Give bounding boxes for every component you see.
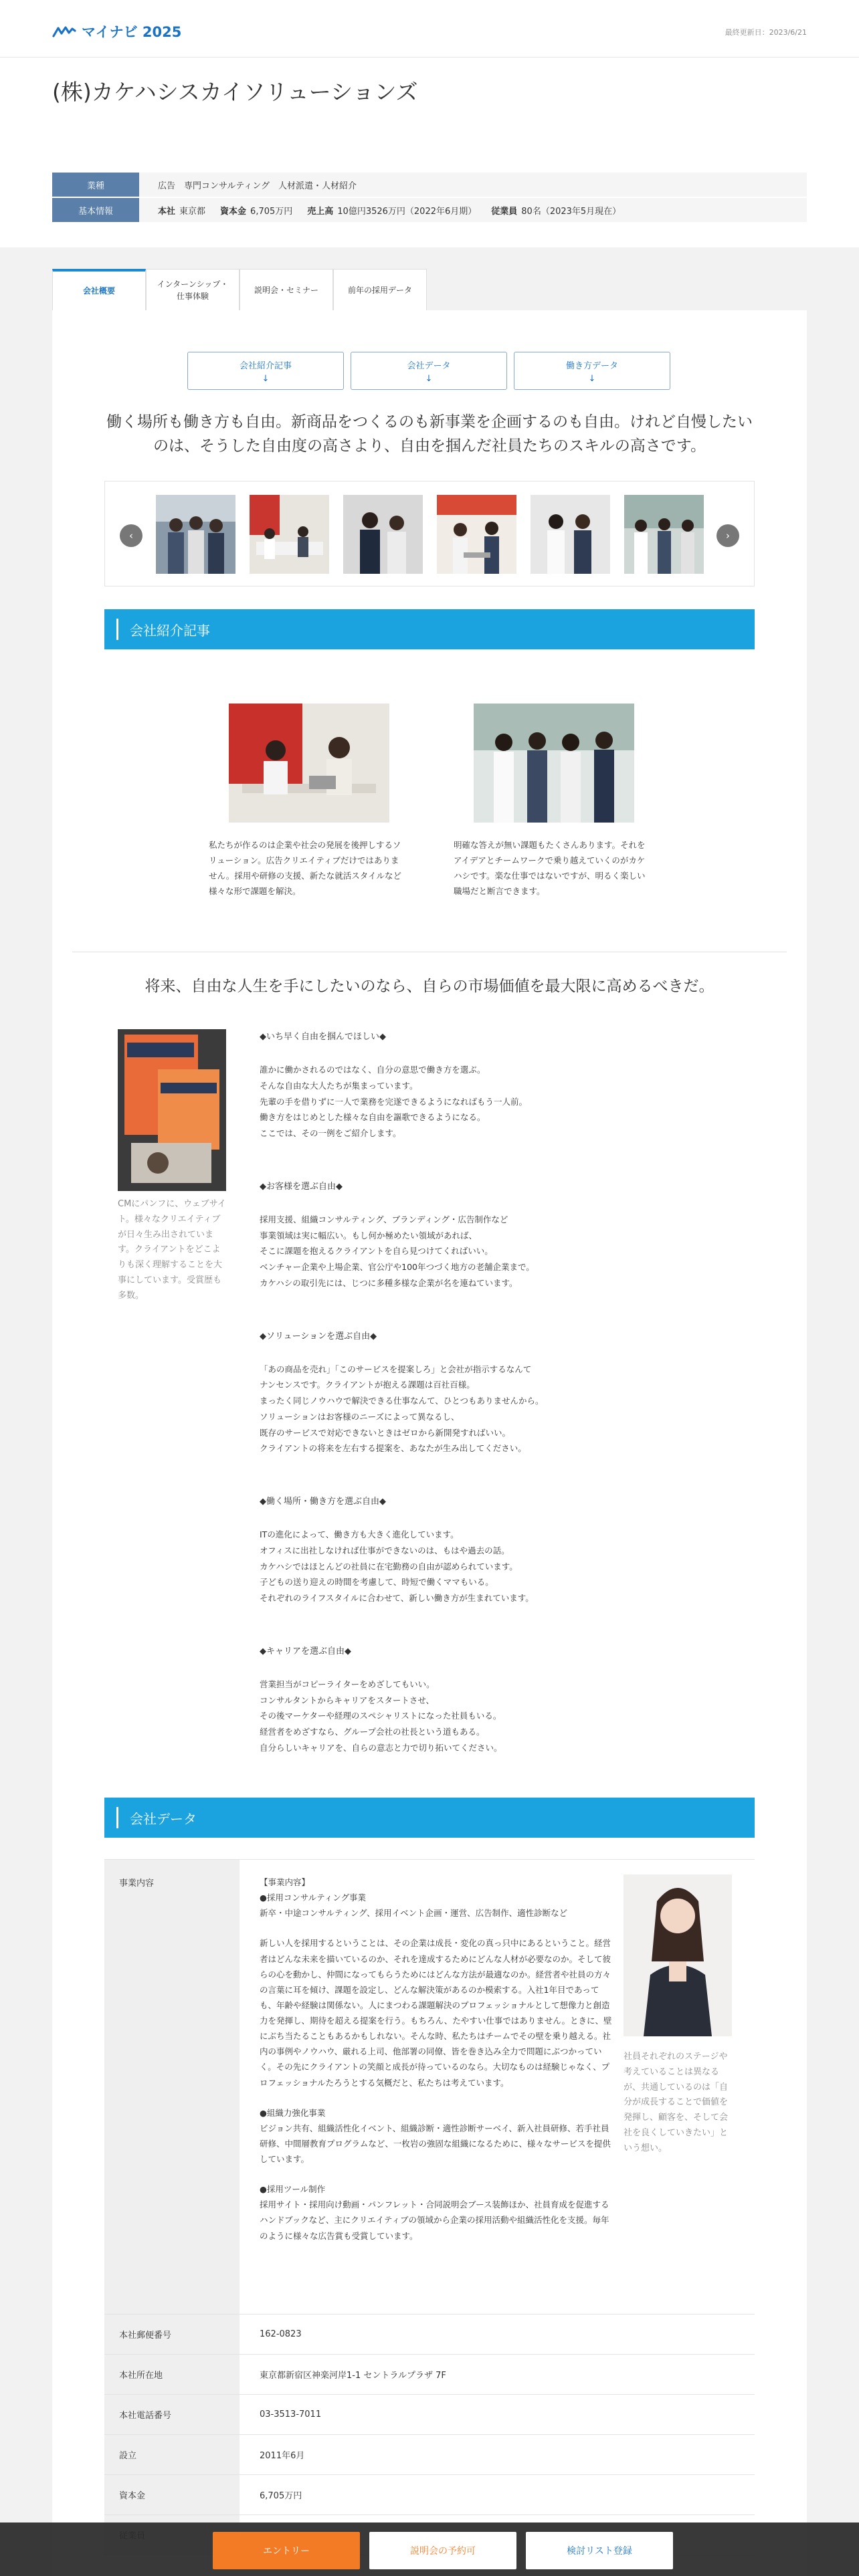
last-updated: 最終更新日：2023/6/21 <box>725 28 807 37</box>
sales-info <box>307 204 476 217</box>
mynavi-logo[interactable] <box>52 21 181 41</box>
business-description <box>260 1874 614 2244</box>
business-line: 新卒・中途コンサルティング、採用イベント企画・運営、広告制作、適性診断など <box>260 1908 568 1919</box>
address-label: 本社所在地 <box>104 2355 240 2394</box>
arrow-down-icon: ↓ <box>262 373 270 384</box>
essay-line: 既存のサービスで対応できないときはゼロから新開発すればいい。 <box>260 1427 511 1438</box>
anchor-company-data-label: 会社データ <box>407 360 451 371</box>
company-data-table <box>104 1859 755 2555</box>
essay-paragraph <box>260 1212 634 1291</box>
essay-line: 事業領域は実に幅広い。もし何か極めたい領域があれば、 <box>260 1230 478 1241</box>
essay-line: それぞれのライフスタイルに合わせて、新しい働き方が生まれています。 <box>260 1593 534 1603</box>
main-content <box>52 310 807 2576</box>
essay-line: ここでは、その一例をご紹介します。 <box>260 1128 401 1138</box>
anchor-workstyle-button[interactable] <box>514 352 670 390</box>
essay-line: コンサルタントからキャリアをスタートさせ、 <box>260 1695 435 1705</box>
photo-carousel <box>104 481 755 586</box>
employees-label: 従業員 <box>491 206 518 217</box>
article-card[interactable] <box>454 704 652 899</box>
essay-line: ITの進化によって、働き方も大きく進化しています。 <box>260 1529 459 1539</box>
business-photo <box>624 1874 732 2036</box>
business-line: ●組織力強化事業 <box>260 2107 326 2118</box>
essay-line: 働き方をはじめとした様々な自由を謳歌できるようになる。 <box>260 1112 486 1123</box>
tab-internship-label: インターンシップ・仕事体験 <box>157 279 229 301</box>
carousel-photo[interactable] <box>250 495 329 574</box>
chevron-right-icon: › <box>726 530 730 542</box>
essay-line: 営業担当がコピーライターをめざしてもいい。 <box>260 1679 435 1689</box>
business-line: ●採用ツール制作 <box>260 2184 326 2195</box>
business-gap <box>260 2090 614 2105</box>
carousel-photo[interactable] <box>343 495 423 574</box>
logo-text: マイナビ 2025 <box>82 24 182 40</box>
arrow-down-icon: ↓ <box>425 373 433 384</box>
carousel-next-button[interactable] <box>717 524 739 547</box>
hq-value: 東京都 <box>179 206 206 217</box>
data-row-postal <box>104 2315 755 2355</box>
essay-paragraph <box>260 1527 634 1606</box>
essay-line: 経営者をめざすなら、グループ会社の社長という道もある。 <box>260 1727 485 1737</box>
business-label: 事業内容 <box>104 1860 240 2314</box>
data-row-address <box>104 2355 755 2395</box>
essay-paragraph <box>260 1362 634 1457</box>
company-name: (株)カケハシスカイソリューションズ <box>52 79 418 105</box>
essay-line: そこに課題を抱えるクライアントを自ら見つけてくればいい。 <box>260 1246 493 1257</box>
essay-heading: ◆いち早く自由を掴んでほしい◆ <box>260 1032 386 1042</box>
anchor-articles-button[interactable] <box>187 352 344 390</box>
industry-value: 広告 専門コンサルティング 人材派遣・人材紹介 <box>139 173 807 197</box>
business-gap <box>260 1921 614 1935</box>
carousel-photo[interactable] <box>531 495 610 574</box>
tab-internship[interactable] <box>146 269 240 310</box>
industry-label: 業種 <box>52 173 139 197</box>
postal-label: 本社郵便番号 <box>104 2315 240 2354</box>
essay-line: カケハシではほとんどの社員に在宅勤務の自由が認められています。 <box>260 1561 518 1572</box>
essay-line: 採用支援、組織コンサルティング、ブランディング・広告制作など <box>260 1214 508 1224</box>
arrow-down-icon: ↓ <box>588 373 596 384</box>
established-label: 設立 <box>104 2435 240 2474</box>
essay-line: 子どもの送り迎えの時間を考慮して、時短で働くママもいる。 <box>260 1577 494 1588</box>
company-header <box>0 58 859 247</box>
company-info-table <box>52 173 807 222</box>
carousel-photo[interactable] <box>156 495 235 574</box>
business-line: 【事業内容】 <box>260 1877 310 1887</box>
business-value <box>240 1860 755 2314</box>
essay-line: その後マーケターや経理のスペシャリストになった社員もいる。 <box>260 1711 502 1721</box>
carousel-photo[interactable] <box>437 495 516 574</box>
section-header-articles: 会社紹介記事 <box>104 609 755 649</box>
essay-heading: ◆ソリューションを選ぶ自由◆ <box>260 1331 377 1341</box>
section-header-company-data: 会社データ <box>104 1798 755 1838</box>
basic-info-value <box>139 198 807 222</box>
page-tabs <box>52 269 427 310</box>
hq-label: 本社 <box>158 206 176 217</box>
essay-line: ソリューションはお客様のニーズによって異なるし、 <box>260 1411 460 1422</box>
feature-photo-caption: CMにパンフに、ウェブサイト。様々なクリエイティブが日々生み出されています。クライアントをどこよりも深く理解することを大事にしています。受賞歴も多数。 <box>118 1199 226 1301</box>
article-card[interactable] <box>209 704 407 899</box>
chevron-left-icon: ‹ <box>129 530 133 542</box>
bottom-action-bar <box>0 2523 859 2576</box>
essay-line: ナンセンスです。クライアントが抱える課題は百社百様。 <box>260 1380 475 1390</box>
basic-info-label: 基本情報 <box>52 198 139 222</box>
anchor-links <box>187 352 670 390</box>
entry-button[interactable]: エントリー <box>213 2532 360 2569</box>
business-photo-caption: 社員それぞれのステージや考えていることは異なるが、共通しているのは「自分が成長することで価値を発揮し、顧客を、そして会社を良くしていきたい」という想い。 <box>624 2052 729 2153</box>
business-line: 新しい人を採用するということは、その企業は成長・変化の真っ只中にあるということ。経営者はどんな未来を描いているのか、それを達成するためにどんな人材が必要なのか。そして彼らの心を動かし、仲間になってもらうためにはどんな方法が最適なのか。経営者や社員の方々の言葉に耳を傾け、課題を設定し、どんな解決策があるのか模索する。入社1年目であっても、年齢や経験は関係ない。人にまつわる課題解決のプロフェッショナルとして想像力と創造力を発揮し、期待を超える提案を行う。もちろん、たやすい仕事ではありません。ときに、壁にぶち当たることもあるかもしれない。そんな時、私たちはチームでその壁を乗り越える。社内の事例やノウハウ、厳れる上司、他部署の同僚、皆を巻き込み全力で問題にぶつかっていく。その先にクライアントの笑顔と成長が待っているのなら。大切なものは経験じゃなく、プロフェッショナルたろうとする気概だと、私たちは考えています。 <box>260 1938 612 2088</box>
essay-line: 「あの商品を売れ」「このサービスを提案しろ」と会社が指示するなんて <box>260 1364 532 1374</box>
essay-line: オフィスに出社しなければ仕事ができないのは、もはや過去の話。 <box>260 1545 510 1555</box>
anchor-workstyle-label: 働き方データ <box>565 360 618 371</box>
business-line: ●採用コンサルティング事業 <box>260 1893 367 1903</box>
established-value: 2011年6月 <box>260 2451 305 2461</box>
logo-mark-icon <box>52 25 76 37</box>
feature-essay <box>260 1029 634 1794</box>
essay-paragraph <box>260 1062 634 1142</box>
address-value: 東京都新宿区神楽河岸1-1 セントラルプラザ 7F <box>260 2371 446 2381</box>
essay-paragraph <box>260 1677 634 1756</box>
essay-line: カケハシの取引先には、じつに多種多様な企業が名を連ねています。 <box>260 1277 518 1288</box>
essay-heading: ◆お客様を選ぶ自由◆ <box>260 1181 343 1192</box>
article-text: 私たちが作るのは企業や社会の発展を後押しするソリューション。広告クリエイティブだけではありません。採用や研修の支援、新たな就活スタイルなど様々な形で課題を解決。 <box>209 840 402 897</box>
essay-line: まったく同じノウハウで解決できる仕事なんて、ひとつもありませんから。 <box>260 1396 544 1406</box>
carousel-thumbs <box>156 495 704 574</box>
data-row-established <box>104 2435 755 2475</box>
essay-line: 誰かに働かされるのではなく、自分の意思で働き方を選ぶ。 <box>260 1065 486 1075</box>
top-bar <box>0 0 859 58</box>
hq-info <box>158 204 205 217</box>
tab-seminar[interactable]: 説明会・セミナー <box>240 269 333 310</box>
essay-line: 先輩の手を借りずに一人で業務を完遂できるようになればもう一人前。 <box>260 1096 528 1107</box>
capital-label: 資本金 <box>220 206 247 217</box>
business-row <box>104 1860 755 2315</box>
phone-value: 03-3513-7011 <box>260 2409 322 2420</box>
article-list <box>209 704 652 899</box>
essay-line: クライアントの将来を左右する提案を、あなたが生み出してください。 <box>260 1443 527 1454</box>
business-gap <box>260 2167 614 2181</box>
capital-info <box>220 204 292 217</box>
seminar-reserve-button[interactable]: 説明会の予約可 <box>369 2532 516 2569</box>
feature-lead: 将来、自由な人生を手にしたいのなら、自らの市場価値を最大限に高めるべきだ。 <box>145 978 714 995</box>
essay-line: 自分らしいキャリアを、自らの意志と力で切り拓いてください。 <box>260 1742 502 1753</box>
tab-overview[interactable]: 会社概要 <box>52 269 146 310</box>
sales-label: 売上高 <box>307 206 334 217</box>
tab-recruit-data[interactable]: 前年の採用データ <box>333 269 427 310</box>
industry-row <box>52 173 807 197</box>
essay-heading: ◆働く場所・働き方を選ぶ自由◆ <box>260 1497 386 1507</box>
essay-line: ベンチャー企業や上場企業、官公庁や100年つづく地方の老舗企業まで。 <box>260 1262 535 1272</box>
feature-photo <box>118 1029 226 1191</box>
business-line: 採用サイト・採用向け動画・パンフレット・合同説明会ブース装飾ほか、社員育成を促進するハンドブックなど、主にクリエイティブの領域から企業の採用活動や組織活性化を支援。毎年のように様々な広告賞も受賞しています。 <box>260 2199 609 2241</box>
essay-heading: ◆キャリアを選ぶ自由◆ <box>260 1646 351 1656</box>
carousel-prev-button[interactable] <box>120 524 142 547</box>
employees-value: 80名（2023年5月現在） <box>521 206 622 217</box>
data-row-capital <box>104 2475 755 2515</box>
data-row-phone <box>104 2395 755 2435</box>
essay-line: そんな自由な大人たちが集まっています。 <box>260 1080 418 1091</box>
article-photo <box>229 704 389 823</box>
sales-value: 10億円3526万円（2022年6月期） <box>337 206 477 217</box>
basic-info-row <box>52 198 807 222</box>
article-photo <box>474 704 634 823</box>
carousel-photo[interactable] <box>624 495 704 574</box>
anchor-company-data-button[interactable] <box>351 352 507 390</box>
business-line: ビジョン共有、組織活性化イベント、組織診断・適性診断サーベイ、新入社員研修、若手社員研修、中間層教育プログラムなど、一枚岩の強固な組織になるために、様々なサービスを提供しています。 <box>260 2123 611 2164</box>
capital-row-label: 資本金 <box>104 2475 240 2514</box>
add-to-list-button[interactable]: 検討リスト登録 <box>526 2532 673 2569</box>
postal-value: 162-0823 <box>260 2329 302 2339</box>
capital-value: 6,705万円 <box>250 206 293 217</box>
anchor-articles-label: 会社紹介記事 <box>239 360 292 371</box>
article-text: 明確な答えが無い課題もたくさんあります。それをアイデアとチームワークで乗り越えていくのがカケハシです。楽な仕事ではないですが、明るく楽しい職場だと断言できます。 <box>454 840 646 897</box>
phone-label: 本社電話番号 <box>104 2395 240 2434</box>
capital-row-value: 6,705万円 <box>260 2491 302 2501</box>
employees-info <box>491 204 621 217</box>
lead-text: 働く場所も働き方も自由。新商品をつくるのも新事業を企画するのも自由。けれど自慢したいのは、そうした自由度の高さより、自由を掴んだ社員たちのスキルの高さです。 <box>106 413 753 455</box>
